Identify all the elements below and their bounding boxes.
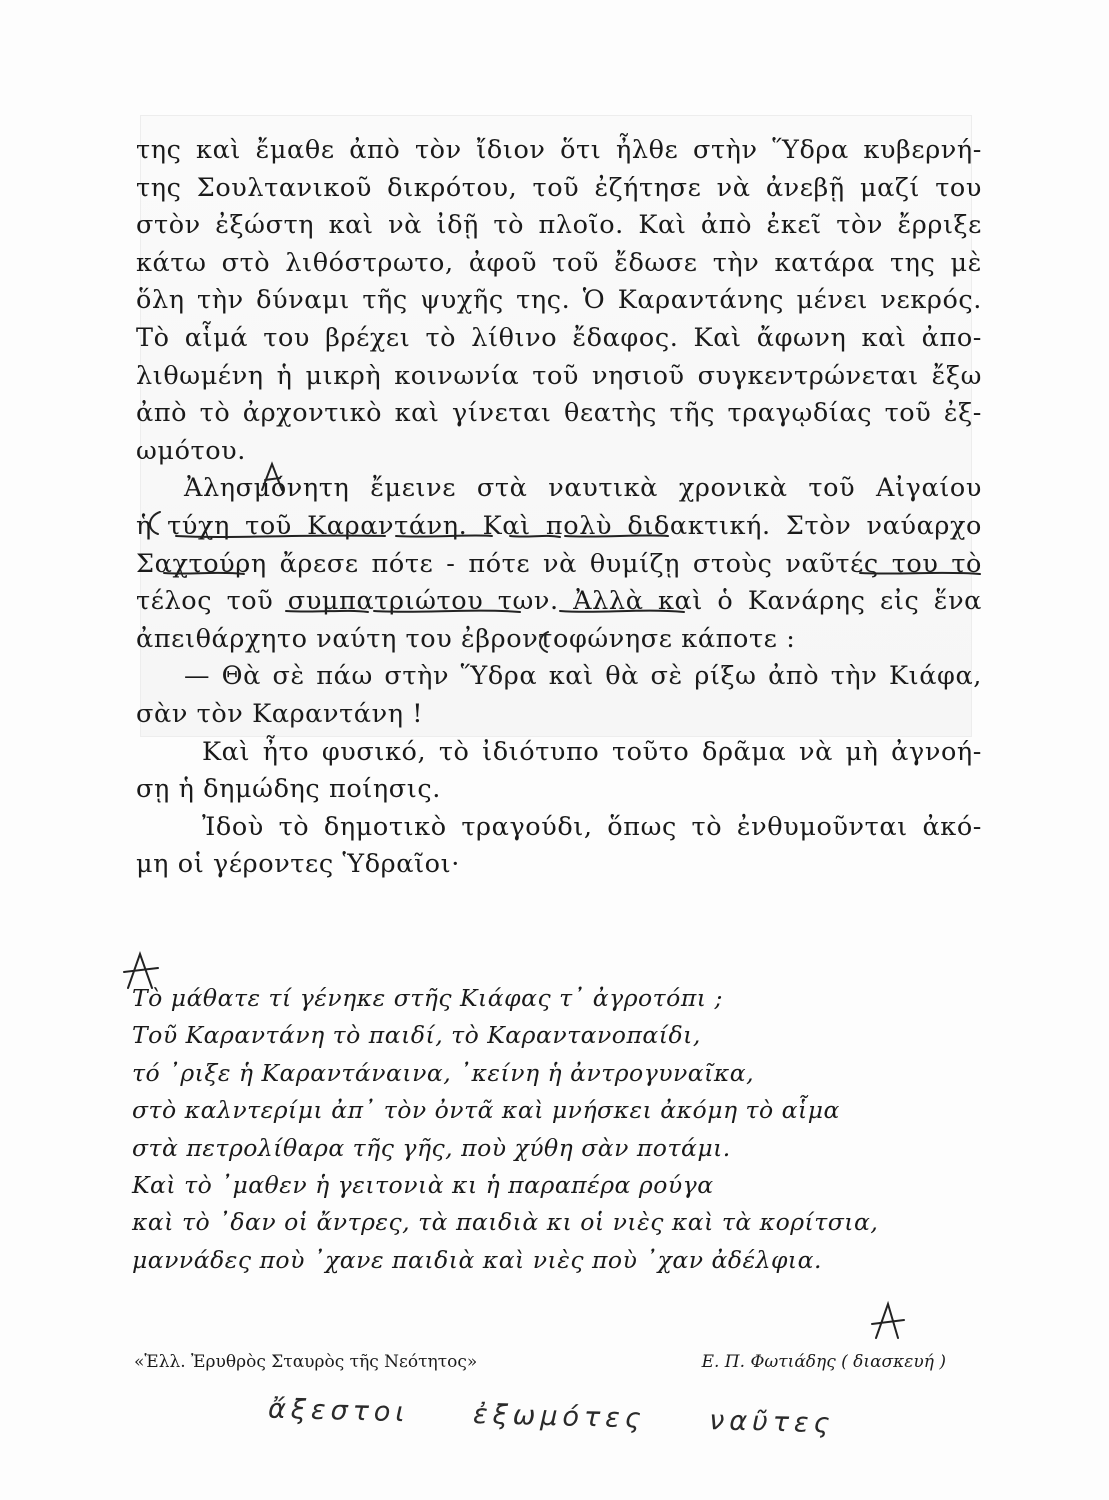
prose-line: τέλος τοῦ συμπατριώτου των. Ἀλλὰ καὶ ὁ Κανάρης εἰς ἕνα: [136, 586, 982, 617]
prose-text: [136, 132, 982, 884]
poem-line: καὶ τὸ ᾽δαν οἱ ἄντρες, τὰ παιδιὰ κι οἱ νιὲς καὶ τὰ κορίτσια,: [132, 1208, 879, 1237]
poem-line: στὸ καλντερίμι ἀπ᾽ τὸν ὀντᾶ καὶ μνήσκει ἀκόμη τὸ αἷμα: [132, 1096, 840, 1125]
pen-mark-icon: [868, 1298, 908, 1342]
prose-line: Ἀλησμόνητη ἔμεινε στὰ ναυτικὰ χρονικὰ τοῦ Αἰγαίου: [184, 473, 982, 504]
prose-line: ὅλη τὴν δύναμι τῆς ψυχῆς της. Ὁ Καραντάνης μένει νεκρός.: [136, 285, 982, 316]
poem-line: Τοῦ Καραντάνη τὸ παιδί, τὸ Καραντανοπαίδι,: [132, 1021, 701, 1050]
source-author: Ε. Π. Φωτιάδης ( διασκευή ): [701, 1352, 946, 1372]
prose-line: μη οἱ γέροντες Ὑδραῖοι·: [136, 849, 460, 880]
handwritten-note: ἄξεστοι ἐξωμότες ναῦτες: [267, 1393, 835, 1440]
paragraph-close-mark-icon: [532, 628, 554, 656]
prose-line: Σαχτούρη ἄρεσε πότε - πότε νὰ θυμίζῃ στοὺς ναῦτές του τὸ: [136, 548, 982, 579]
prose-line: ἀπειθάρχητο ναύτη του ἐβροντοφώνησε κάποτε :: [136, 623, 796, 654]
poem-line: Καὶ τὸ ᾽μαθεν ἡ γειτονιὰ κι ἡ παραπέρα ρούγα: [132, 1170, 714, 1199]
prose-line: σὰν τὸν Καραντάνη !: [136, 698, 424, 729]
source-citation: [134, 1352, 946, 1372]
pen-mark-icon: [120, 948, 164, 992]
source-publication: «Ἑλλ. Ἐρυθρὸς Σταυρὸς τῆς Νεότητος»: [134, 1352, 478, 1372]
poem-line: τό ᾽ριξε ἡ Καραντάναινα, ᾽κείνη ἡ ἀντρογυναῖκα,: [132, 1058, 755, 1087]
prose-line: ἀπὸ τὸ ἀρχοντικὸ καὶ γίνεται θεατὴς τῆς τραγῳδίας τοῦ ἐξ-: [136, 398, 982, 429]
prose-line: σῃ ἡ δημώδης ποίησις.: [136, 774, 441, 805]
prose-line: ωμότου.: [136, 435, 246, 466]
poem-line: στὰ πετρολίθαρα τῆς γῆς, ποὺ χύθη σὰν ποτάμι.: [132, 1133, 731, 1162]
prose-line: Καὶ ἦτο φυσικό, τὸ ἰδιότυπο τοῦτο δρᾶμα νὰ μὴ ἀγνοή-: [202, 736, 982, 767]
prose-line: ἡ τύχη τοῦ Καραντάνη. Καὶ πολὺ διδακτική. Στὸν ναύαρχο: [136, 510, 982, 541]
prose-line: στὸν ἐξώστη καὶ νὰ ἰδῇ τὸ πλοῖο. Καὶ ἀπὸ ἐκεῖ τὸν ἔρριξε: [136, 210, 982, 241]
prose-line: κάτω στὸ λιθόστρωτο, ἀφοῦ τοῦ ἔδωσε τὴν κατάρα της μὲ: [136, 247, 982, 278]
prose-line: της καὶ ἔμαθε ἀπὸ τὸν ἴδιον ὅτι ἦλθε στὴν Ὕδρα κυβερνή-: [136, 135, 982, 165]
prose-line: — Θὰ σὲ πάω στὴν Ὕδρα καὶ θὰ σὲ ρίξω ἀπὸ τὴν Κιάφα,: [184, 661, 982, 692]
poem-line: μαννάδες ποὺ ᾽χανε παιδιὰ καὶ νιὲς ποὺ ᾽χαν ἀδέλφια.: [132, 1245, 822, 1274]
poem-line: Τὸ μάθατε τί γένηκε στῆς Κιάφας τ᾽ ἀγροτόπι ;: [132, 984, 723, 1012]
prose-line: Τὸ αἷμά του βρέχει τὸ λίθινο ἔδαφος. Καὶ ἄφωνη καὶ ἀπο-: [136, 322, 982, 353]
prose-line: λιθωμένη ἡ μικρὴ κοινωνία τοῦ νησιοῦ συγκεντρώνεται ἔξω: [136, 360, 982, 391]
pen-mark-icon: [256, 460, 290, 494]
folk-song: [132, 980, 982, 1279]
prose-line: Ἰδοὺ τὸ δημοτικὸ τραγούδι, ὅπως τὸ ἐνθυμοῦνται ἀκό-: [202, 811, 982, 842]
paragraph-open-mark-icon: [140, 508, 166, 538]
prose-line: της Σουλτανικοῦ δικρότου, τοῦ ἐζήτησε νὰ ἀνεβῇ μαζί του: [136, 172, 982, 203]
